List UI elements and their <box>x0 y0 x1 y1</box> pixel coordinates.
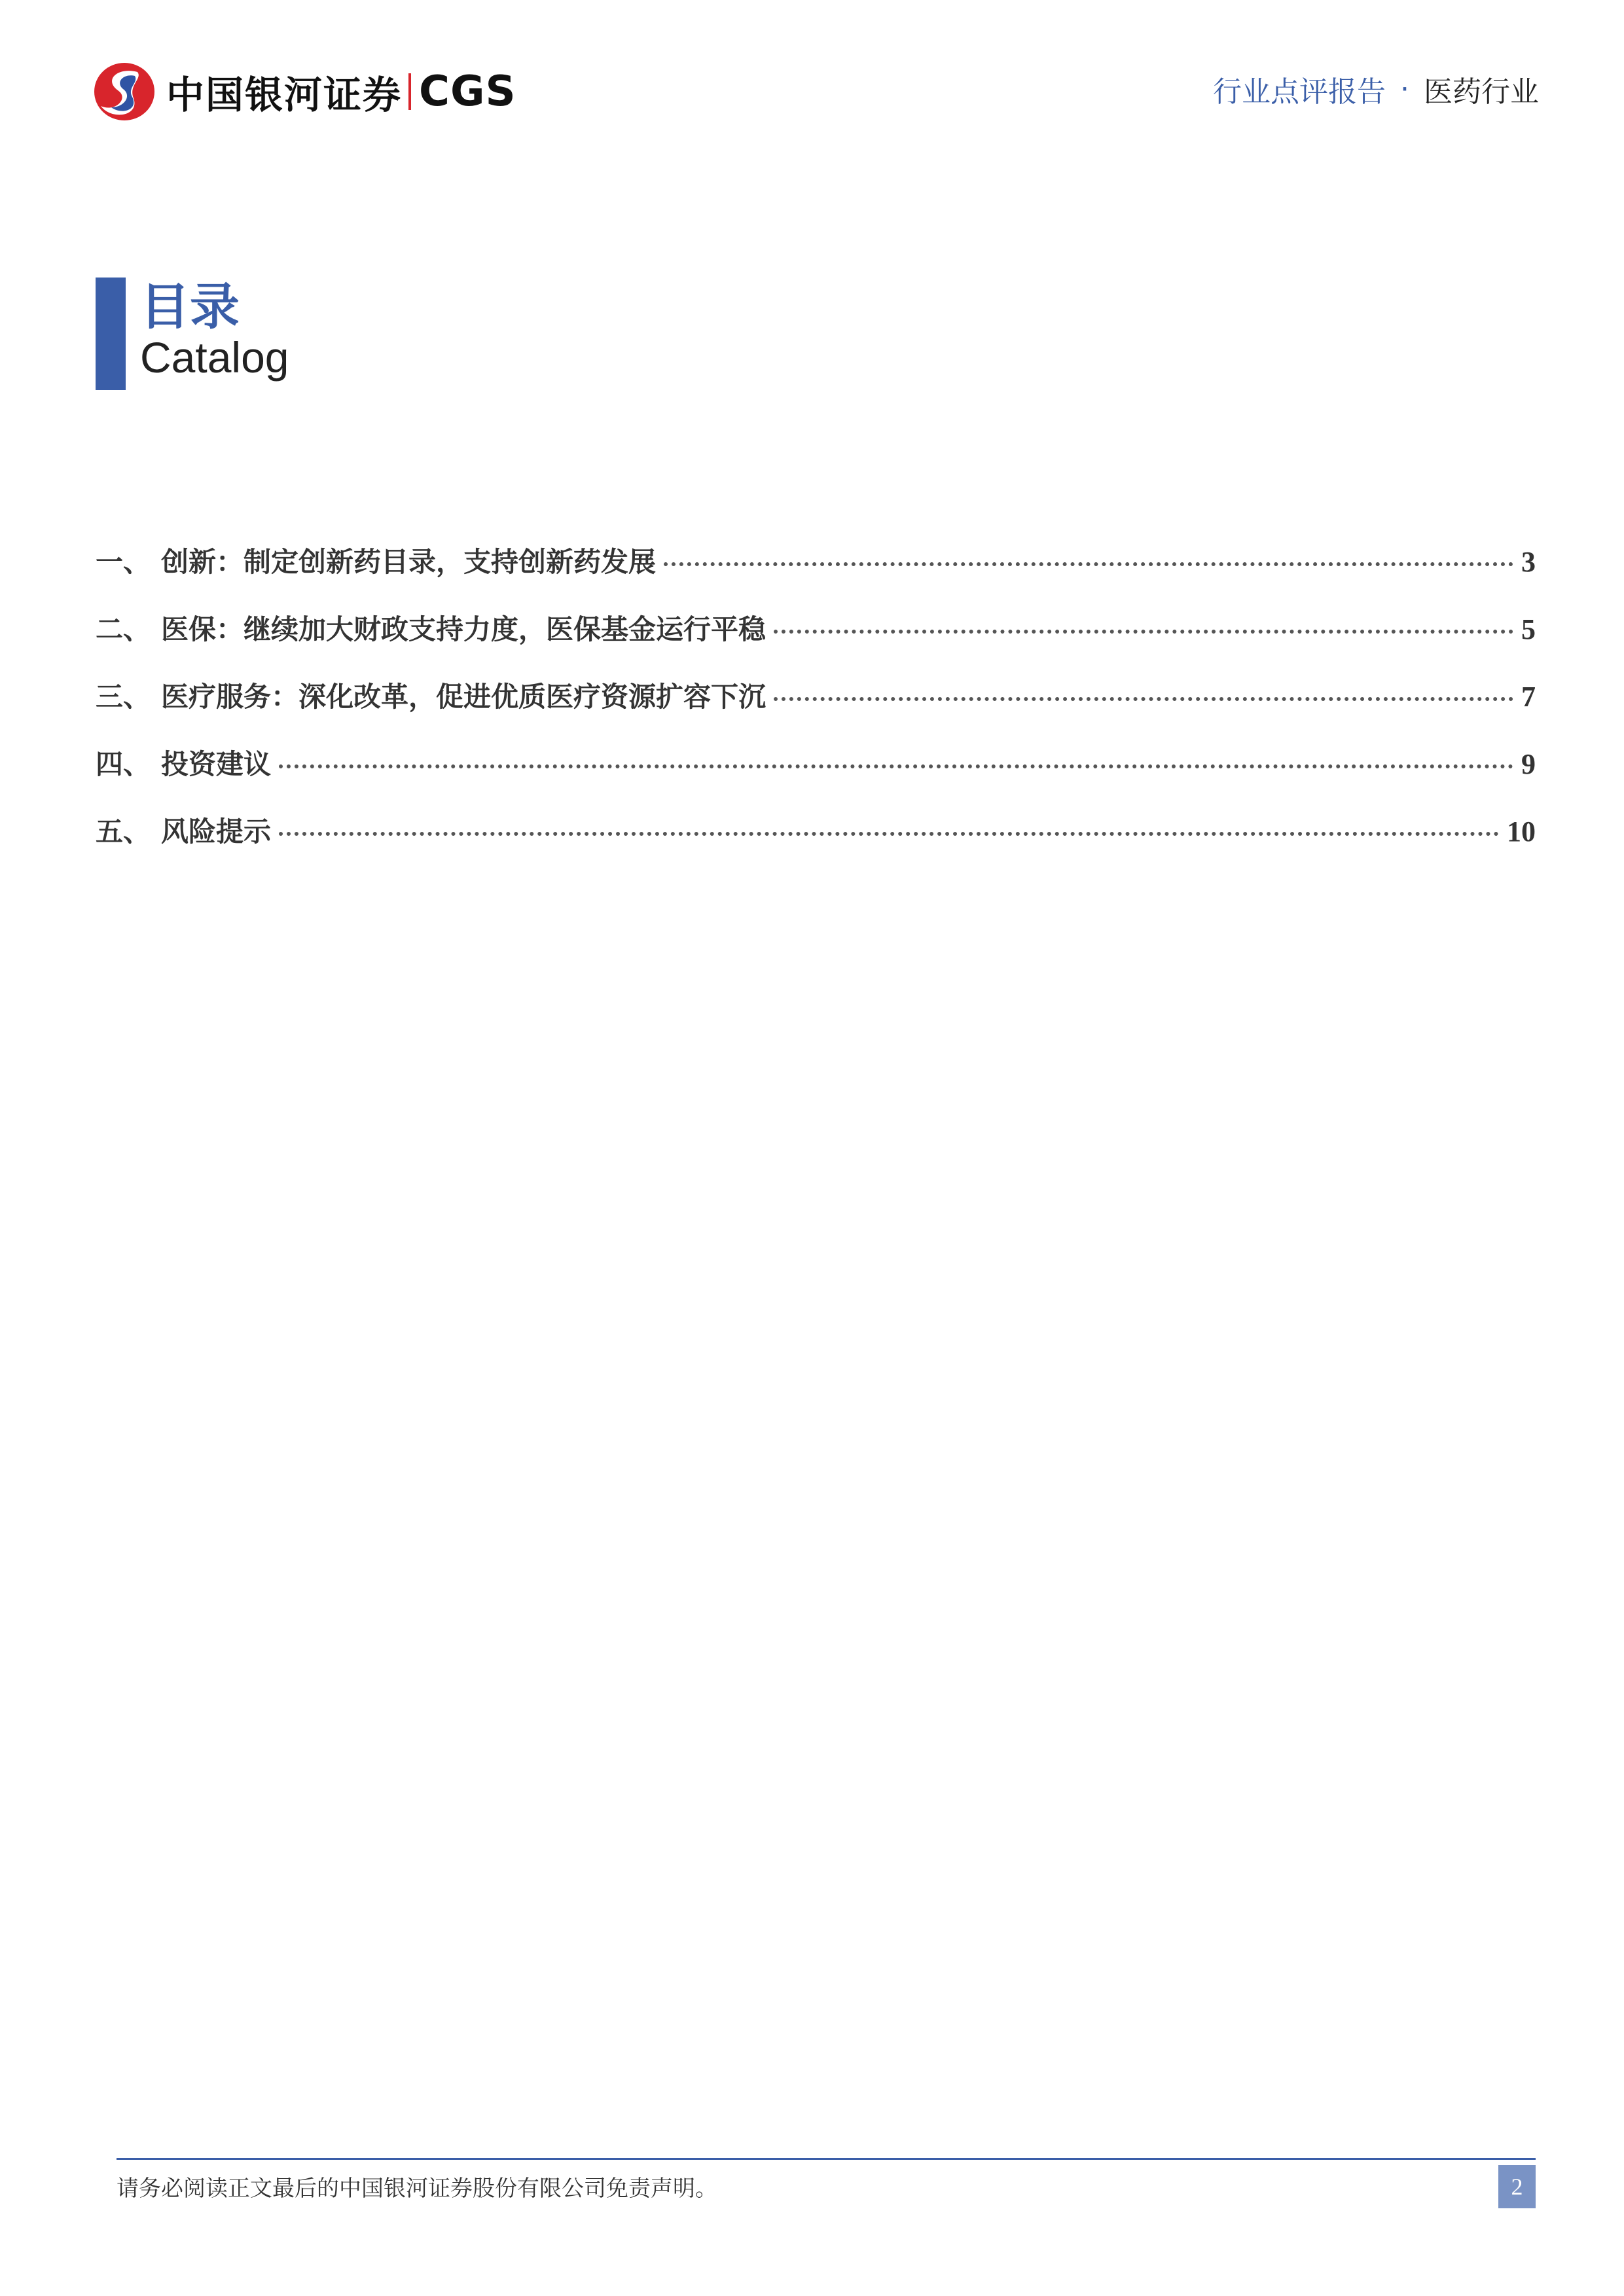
header-separator: · <box>1400 72 1409 106</box>
toc-title: 风险提示 <box>161 816 272 848</box>
toc-title: 医疗服务：深化改革，促进优质医疗资源扩容下沉 <box>161 681 767 713</box>
toc-number: 三、 <box>96 681 151 713</box>
toc-page: 3 <box>1521 546 1536 578</box>
toc-leader <box>664 562 1513 566</box>
toc-entry[interactable] <box>96 675 1536 743</box>
toc-title: 医保：继续加大财政支持力度，医保基金运行平稳 <box>161 613 767 645</box>
toc-page: 9 <box>1521 748 1536 780</box>
industry-label: 医药行业 <box>1424 75 1539 109</box>
toc-page: 5 <box>1521 613 1536 645</box>
toc-leader <box>774 697 1513 701</box>
catalog-title-cn: 目录 <box>140 278 240 336</box>
toc-number: 二、 <box>96 613 151 645</box>
toc-entry[interactable] <box>96 608 1536 675</box>
logo-separator <box>408 73 411 110</box>
logo-cgs: CGS <box>419 67 516 116</box>
toc-leader <box>774 630 1513 634</box>
title-accent-bar <box>96 278 126 390</box>
toc-page: 10 <box>1507 816 1536 848</box>
toc-entry[interactable] <box>96 743 1536 810</box>
catalog-title-en: Catalog <box>140 333 289 382</box>
toc-leader <box>279 832 1499 836</box>
toc-entry[interactable] <box>96 541 1536 608</box>
table-of-contents <box>96 541 1536 878</box>
toc-page: 7 <box>1521 681 1536 713</box>
toc-leader <box>279 764 1513 768</box>
company-logo <box>92 60 516 123</box>
footer-disclaimer: 请务必阅读正文最后的中国银河证券股份有限公司免责声明。 <box>117 2176 717 2202</box>
toc-number: 五、 <box>96 816 151 848</box>
logo-text: 中国银河证券 <box>166 73 403 117</box>
report-category <box>1213 68 1539 110</box>
footer-divider <box>117 2158 1536 2160</box>
toc-title: 创新：制定创新药目录，支持创新药发展 <box>161 546 657 578</box>
toc-title: 投资建议 <box>161 748 272 780</box>
toc-number: 四、 <box>96 748 151 780</box>
page-number: 2 <box>1498 2165 1536 2208</box>
cgs-logo-icon <box>92 60 157 123</box>
toc-number: 一、 <box>96 546 151 578</box>
toc-entry[interactable] <box>96 810 1536 878</box>
report-type: 行业点评报告 <box>1213 75 1386 109</box>
